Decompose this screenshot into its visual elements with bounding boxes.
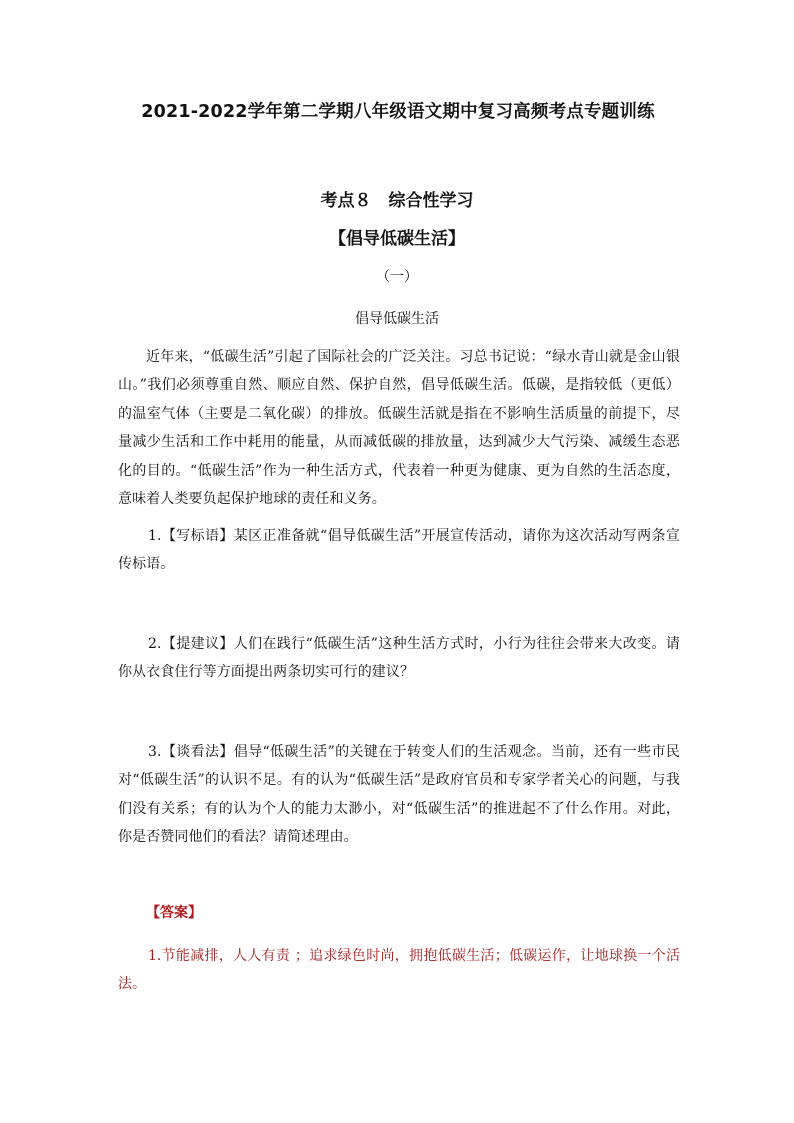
section-heading: 【倡导低碳生活】 (329, 229, 465, 249)
intro-paragraph: 近年来，“低碳生活”引起了国际社会的广泛关注。习总书记说：“绿水青山就是金山银山。”我们必须尊重自然、顺应自然、保护自然，倡导低碳生活。低碳，是指较低（更低）的温室气体（主要是二氧化碳）的排放。低碳生活就是指在不影响生活质量的前提下，尽量减少生活和工作中耗用的能量，从而减低碳的排放量，达到减少大气污染、减缓生态恶化的目的。“低碳生活”作为一种生活方式，代表着一种更为健康、更为自然的生活态度，意味着人类要负起保护地球的责任和义务。 (118, 349, 680, 508)
question-3 (118, 738, 680, 852)
answer-heading: 【答案】 (146, 905, 202, 921)
part-number: （一） (376, 269, 418, 285)
question-1-text: 1.【写标语】某区正准备就“倡导低碳生活”开展宣传活动，请你为这次活动写两条宣传标语。 (118, 528, 680, 573)
topic-heading: 考点８ 综合性学习 (320, 191, 474, 211)
document-title: 2021-2022学年第二学期八年级语文期中复习高频考点专题训练 (141, 102, 655, 122)
question-2 (118, 630, 680, 687)
article-title: 倡导低碳生活 (355, 311, 439, 327)
question-1 (118, 522, 680, 579)
question-3-text: 3.【谈看法】倡导“低碳生活”的关键在于转变人们的生活观念。当前，还有一些市民对“低碳生活”的认识不足。有的认为“低碳生活”是政府官员和专家学者关心的问题，与我们没有关系；有的认为个人的能力太渺小，对“低碳生活”的推进起不了什么作用。对此，你是否赞同他们的看法？请简述理由。 (118, 744, 680, 846)
question-2-text: 2.【提建议】人们在践行“低碳生活”这种生活方式时，小行为往往会带来大改变。请你从衣食住行等方面提出两条切实可行的建议？ (118, 636, 680, 681)
answer-1: 1.节能减排，人人有责 ；追求绿色时尚，拥抱低碳生活；低碳运作，让地球换一个活法。 (118, 948, 680, 993)
